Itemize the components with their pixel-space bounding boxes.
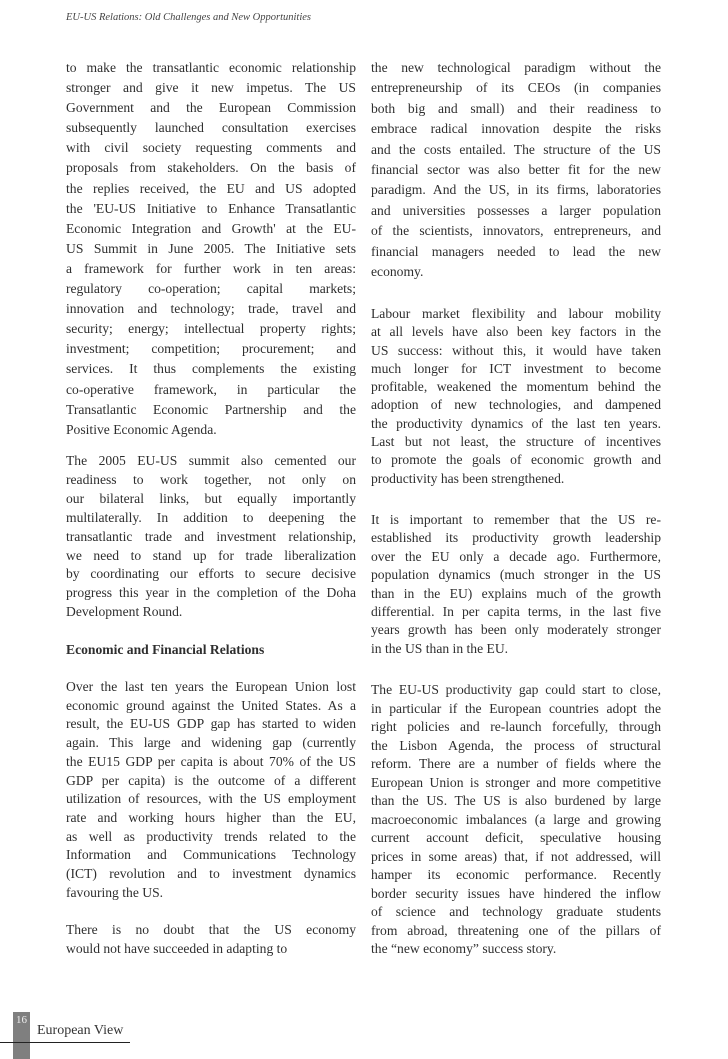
text-line: security; energy; intellectual property rights; bbox=[66, 321, 356, 337]
text-line: over the EU only a decade ago. Furthermore, bbox=[371, 548, 661, 564]
text-line: we need to stand up for trade liberalization bbox=[66, 547, 356, 563]
text-line: productivity has been strengthened. bbox=[371, 470, 565, 486]
text-line: favouring the US. bbox=[66, 884, 164, 900]
right-paragraph-1 bbox=[371, 58, 661, 282]
text-line: rate and working hours higher than the EU, bbox=[66, 809, 356, 825]
text-line: and universities possesses a larger population bbox=[371, 202, 661, 218]
text-line: with civil society requesting comments and bbox=[66, 140, 356, 156]
text-line: Over the last ten years the European Union lost bbox=[66, 679, 356, 694]
text-line: from abroad, threatening one of the pillars of bbox=[371, 922, 661, 938]
page-number: 16 bbox=[13, 1012, 30, 1059]
footer-publication: European View bbox=[37, 1023, 124, 1038]
text-line: innovation and technology; trade, travel and bbox=[66, 301, 356, 317]
text-line: financial managers needed to lead the new bbox=[371, 243, 661, 259]
left-paragraph-4 bbox=[66, 921, 356, 958]
text-line: of the scientists, innovators, entrepreneurs, and bbox=[371, 223, 661, 239]
text-line: entrepreneurship of its CEOs (in companies bbox=[371, 80, 661, 96]
text-line: the EU15 GDP per capita is about 70% of the US bbox=[66, 753, 356, 769]
text-line: economic ground against the United States. As a bbox=[66, 697, 356, 713]
text-line: in the US than in the EU. bbox=[371, 640, 509, 656]
text-line: our bilateral links, but equally importantly bbox=[66, 490, 356, 506]
text-line: border security issues have hindered the inflow bbox=[371, 885, 661, 901]
text-line: the new technological paradigm without the bbox=[371, 60, 661, 75]
text-line: the replies received, the EU and US adopted bbox=[66, 180, 356, 196]
text-line: utilization of resources, with the US employment bbox=[66, 791, 356, 807]
text-line: at all levels have also been key factors in the bbox=[371, 324, 661, 340]
text-line: Information and Communications Technology bbox=[66, 847, 356, 863]
text-line: financial sector was also better fit for the new bbox=[371, 162, 661, 178]
text-line: economy. bbox=[371, 264, 424, 280]
text-line: by coordinating our efforts to secure decisive bbox=[66, 566, 356, 582]
text-line: a framework for further work in ten areas: bbox=[66, 260, 356, 276]
text-line: prices in some areas) that, if not addressed, will bbox=[371, 848, 661, 864]
text-line: the Lisbon Agenda, the process of structural bbox=[371, 737, 661, 753]
text-line: US Summit in June 2005. The Initiative sets bbox=[66, 240, 356, 256]
text-line: both big and small) and their readiness to bbox=[371, 100, 661, 116]
right-paragraph-4 bbox=[371, 681, 661, 959]
text-line: hamper its economic performance. Recently bbox=[371, 867, 661, 882]
text-line: established its productivity growth leadership bbox=[371, 530, 661, 546]
text-line: multilaterally. In addition to deepening the bbox=[66, 509, 356, 525]
text-line: again. This large and widening gap (currently bbox=[66, 735, 356, 751]
text-line: macroeconomic imbalances (a large and growing bbox=[371, 811, 661, 827]
text-line: US success: without this, it would have taken bbox=[371, 342, 661, 358]
text-line: differential. In per capita terms, in the last five bbox=[371, 604, 661, 620]
text-line: the productivity dynamics of the last ten years. bbox=[371, 415, 661, 431]
text-line: reform. There are a number of fields where the bbox=[371, 756, 661, 771]
right-paragraph-3 bbox=[371, 511, 661, 658]
text-line: the “new economy” success story. bbox=[371, 941, 557, 956]
text-line: population dynamics (much stronger in the US bbox=[371, 567, 661, 583]
left-paragraph-2 bbox=[66, 452, 356, 622]
text-line: and the costs entailed. The structure of the US bbox=[371, 141, 661, 157]
left-paragraph-3 bbox=[66, 678, 356, 902]
text-line: paradigm. And the US, in its firms, laboratories bbox=[371, 182, 661, 198]
text-line: There is no doubt that the US economy bbox=[66, 922, 356, 937]
text-line: would not have succeeded in adapting to bbox=[66, 940, 288, 956]
text-line: to make the transatlantic economic relationship bbox=[66, 60, 356, 75]
text-line: the 'EU-US Initiative to Enhance Transatlantic bbox=[66, 200, 356, 216]
text-line: co-operative framework, in particular the bbox=[66, 381, 356, 397]
text-line: It is important to remember that the US re- bbox=[371, 512, 661, 527]
text-line: progress this year in the completion of the Doha bbox=[66, 585, 356, 601]
text-line: profitable, weakened the momentum behind the bbox=[371, 379, 661, 395]
text-line: (ICT) revolution and to investment dynamics bbox=[66, 866, 356, 882]
text-line: right policies and re-launch forcefully, through bbox=[371, 719, 661, 734]
text-line: years growth has been only moderately stronger bbox=[371, 622, 661, 638]
text-line: embrace radical innovation despite the risks bbox=[371, 121, 661, 137]
text-line: than in the EU) explains much of the growth bbox=[371, 585, 661, 601]
text-line: regulatory co-operation; capital markets; bbox=[66, 281, 356, 297]
text-line: Economic Integration and Growth' at the EU- bbox=[66, 220, 356, 236]
text-line: subsequently launched consultation exercises bbox=[66, 120, 356, 136]
text-line: current account deficit, speculative housing bbox=[371, 830, 661, 845]
text-line: transatlantic trade and investment relationship, bbox=[66, 528, 356, 544]
text-line: proposals from stakeholders. On the basis of bbox=[66, 160, 356, 176]
text-line: readiness to work together, not only on bbox=[66, 471, 356, 487]
text-line: stronger and give it new impetus. The US bbox=[66, 80, 356, 96]
section-heading: Economic and Financial Relations bbox=[66, 642, 265, 657]
text-line: much longer for ICT investment to become bbox=[371, 360, 661, 376]
text-line: Last but not least, the structure of incentives bbox=[371, 434, 661, 450]
text-line: The 2005 EU-US summit also cemented our bbox=[66, 453, 356, 468]
text-line: Transatlantic Economic Partnership and the bbox=[66, 401, 356, 417]
text-line: in particular if the European countries adopt the bbox=[371, 700, 661, 716]
text-line: services. It thus complements the existing bbox=[66, 361, 356, 377]
text-line: adoption of new technologies, and dampened bbox=[371, 397, 661, 413]
left-paragraph-1 bbox=[66, 58, 356, 440]
text-line: investment; competition; procurement; and bbox=[66, 341, 356, 357]
text-line: European Union is stronger and more competitive bbox=[371, 774, 661, 790]
text-line: The EU-US productivity gap could start to close, bbox=[371, 682, 661, 697]
right-paragraph-2 bbox=[371, 305, 661, 488]
text-line: of science and technology graduate students bbox=[371, 904, 661, 919]
text-line: GDP per capita) is the outcome of a different bbox=[66, 772, 356, 788]
text-line: Government and the European Commission bbox=[66, 100, 356, 116]
running-header: EU-US Relations: Old Challenges and New Opportunities bbox=[66, 12, 311, 23]
footer-rule bbox=[0, 1042, 130, 1043]
text-line: Labour market flexibility and labour mobility bbox=[371, 306, 661, 321]
text-line: result, the EU-US GDP gap has started to widen bbox=[66, 716, 356, 732]
text-line: to promote the goals of economic growth and bbox=[371, 452, 661, 468]
text-line: Positive Economic Agenda. bbox=[66, 421, 217, 437]
text-line: Development Round. bbox=[66, 604, 183, 620]
text-line: as well as productivity trends related to the bbox=[66, 828, 356, 844]
text-line: than the US. The US is also burdened by large bbox=[371, 793, 661, 808]
